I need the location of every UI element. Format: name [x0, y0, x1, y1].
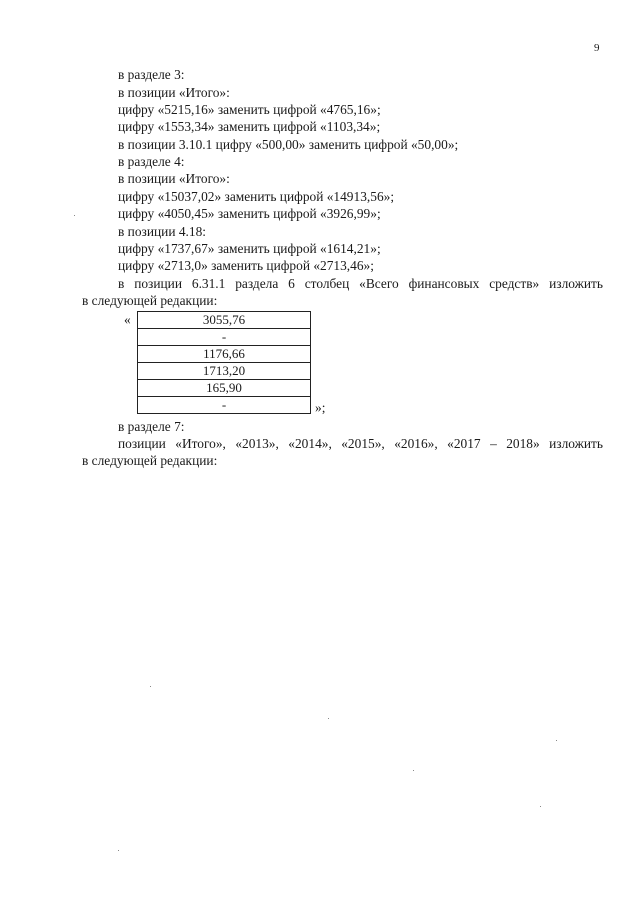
- table-cell: -: [138, 397, 311, 414]
- text-line: цифру «1737,67» заменить цифрой «1614,21»;: [118, 241, 381, 256]
- table-cell: -: [138, 329, 311, 346]
- table-row: [138, 346, 311, 363]
- text-line: в позиции «Итого»:: [118, 171, 230, 186]
- scan-speck: [413, 770, 414, 771]
- scan-speck: [540, 806, 541, 807]
- text-line: в позиции 6.31.1 раздела 6 столбец «Всего финансовых средств» изложить: [118, 276, 603, 291]
- text-line: в разделе 4:: [118, 154, 185, 169]
- table-cell: 1713,20: [138, 363, 311, 380]
- table-close-quote: »;: [315, 400, 326, 415]
- values-table: [137, 311, 311, 414]
- table-cell: 1176,66: [138, 346, 311, 363]
- table-row: [138, 329, 311, 346]
- text-line: в разделе 7:: [118, 419, 185, 434]
- table-cell: 3055,76: [138, 312, 311, 329]
- scan-speck: [328, 718, 329, 719]
- scan-speck: [556, 740, 557, 741]
- table-cell: 165,90: [138, 380, 311, 397]
- text-line: цифру «15037,02» заменить цифрой «14913,56»;: [118, 189, 395, 204]
- text-line: в разделе 3:: [118, 67, 185, 82]
- table-row: [138, 397, 311, 414]
- scan-speck: [118, 850, 119, 851]
- scan-speck: [150, 686, 151, 687]
- text-line: в позиции 3.10.1 цифру «500,00» заменить цифрой «50,00»;: [118, 137, 459, 152]
- table-row: [138, 312, 311, 329]
- text-line: цифру «5215,16» заменить цифрой «4765,16»;: [118, 102, 381, 117]
- table-row: [138, 363, 311, 380]
- table-row: [138, 380, 311, 397]
- text-line: позиции «Итого», «2013», «2014», «2015», «2016», «2017 – 2018» изложить: [118, 436, 603, 451]
- text-line: в следующей редакции:: [82, 453, 218, 468]
- text-line: в позиции 4.18:: [118, 224, 206, 239]
- text-line: цифру «4050,45» заменить цифрой «3926,99»;: [118, 206, 381, 221]
- page-number: 9: [594, 42, 600, 54]
- text-line: в позиции «Итого»:: [118, 85, 230, 100]
- table-open-quote: «: [124, 312, 131, 327]
- text-line: цифру «2713,0» заменить цифрой «2713,46»;: [118, 258, 374, 273]
- text-line: в следующей редакции:: [82, 293, 218, 308]
- scan-speck: [74, 215, 75, 216]
- text-line: цифру «1553,34» заменить цифрой «1103,34»;: [118, 119, 381, 134]
